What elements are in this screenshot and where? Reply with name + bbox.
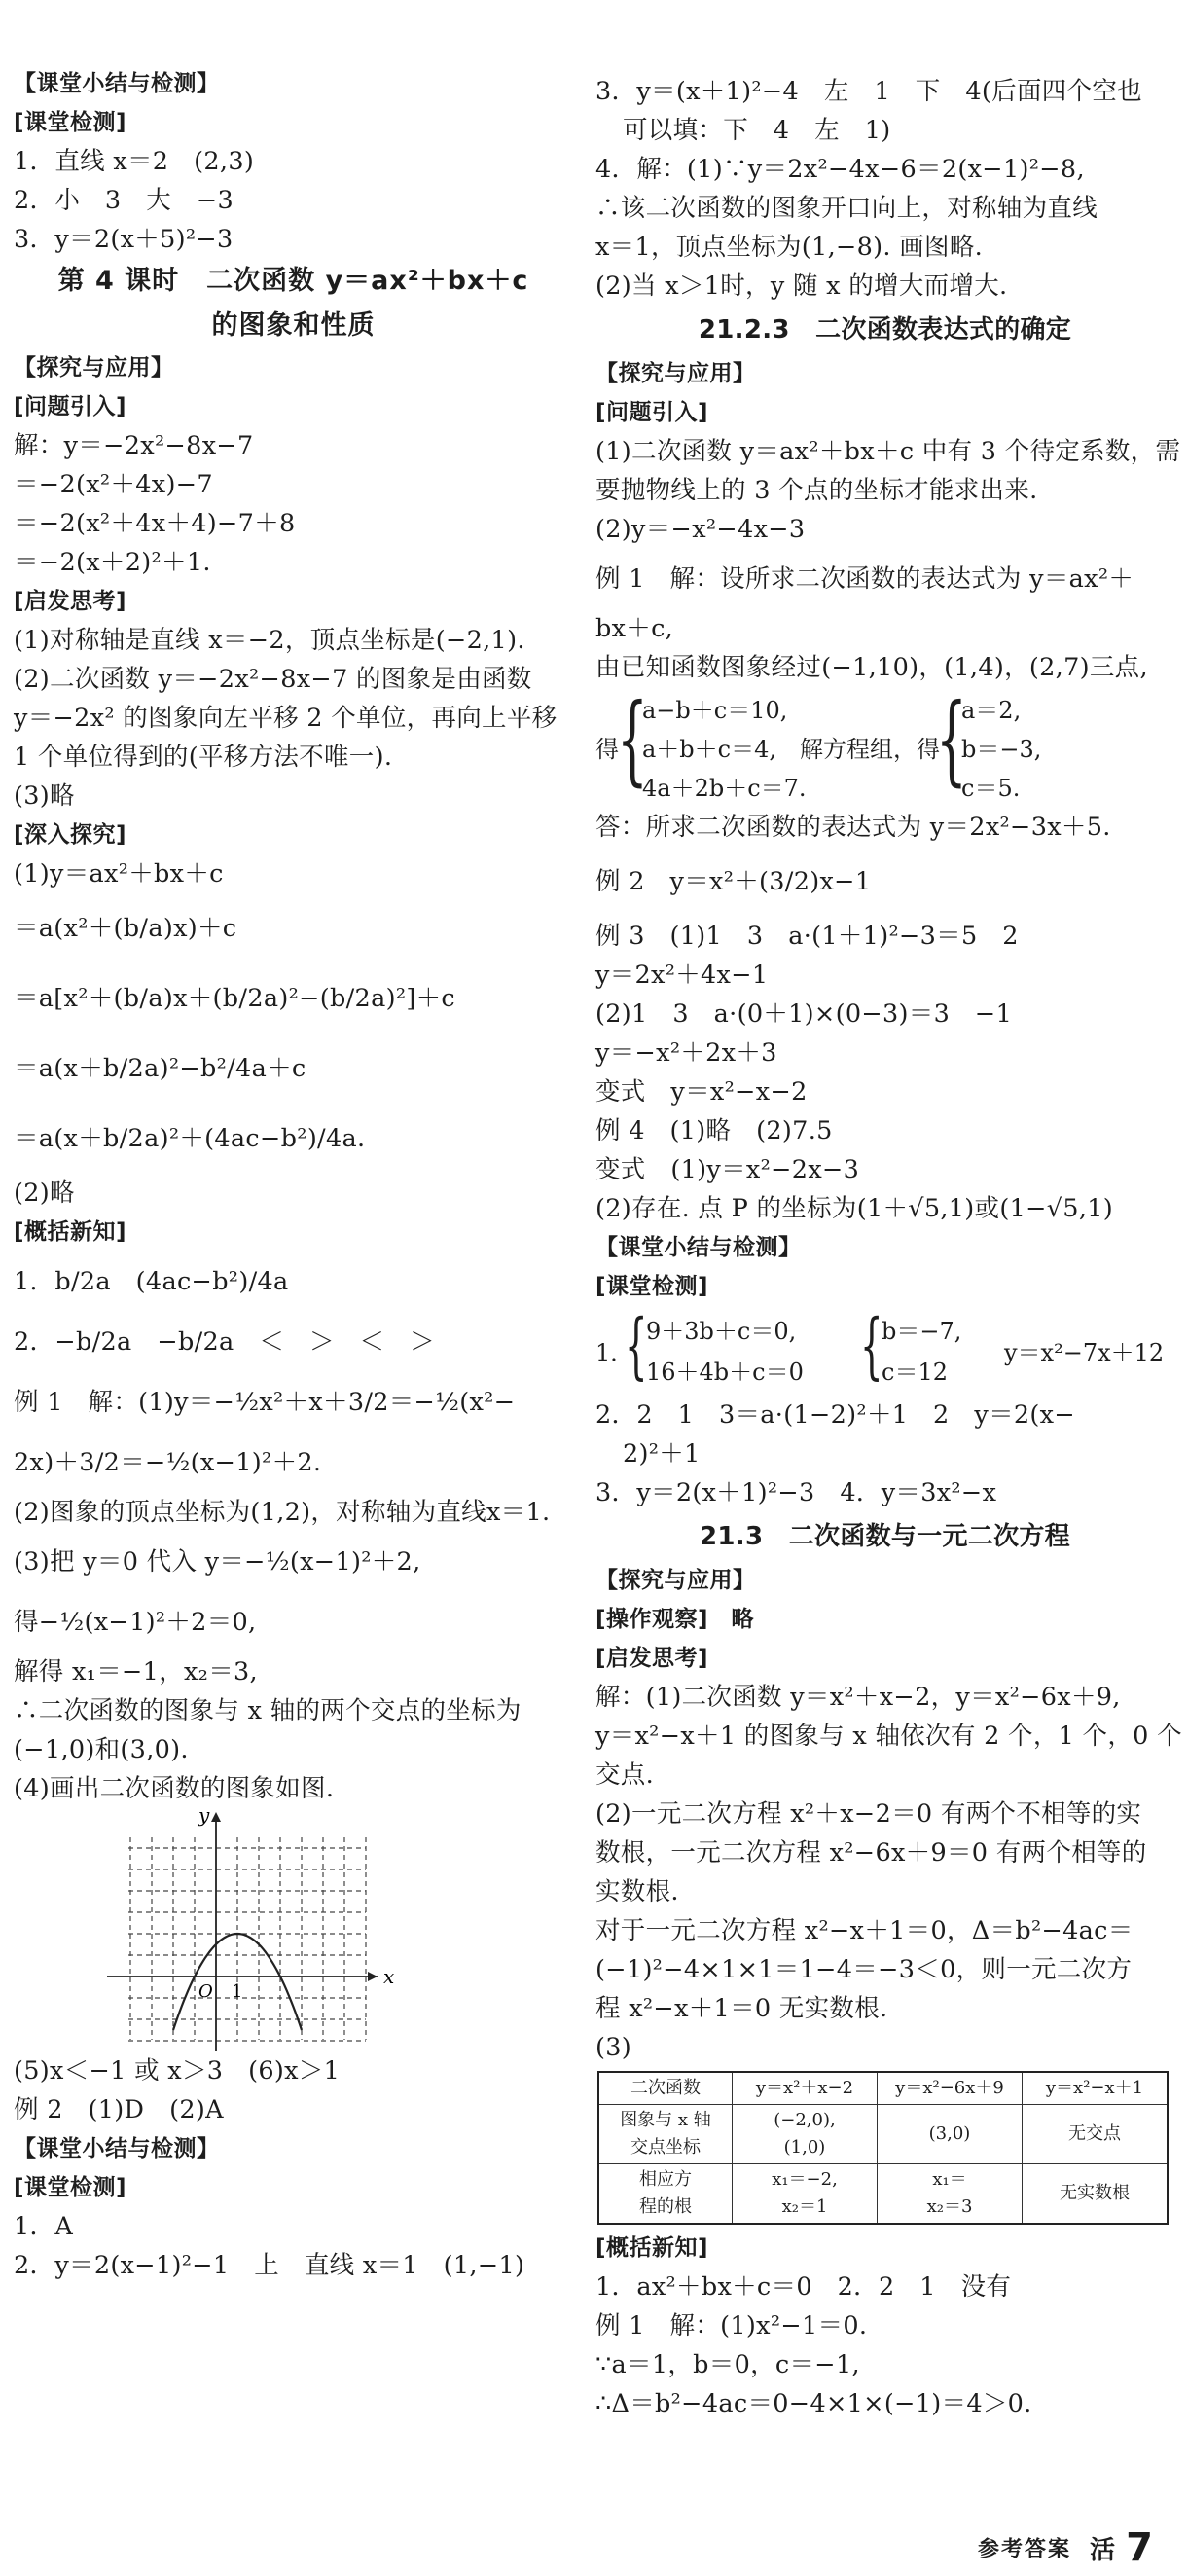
answer-line: 3．y＝2(x＋5)²−3 [14,225,234,254]
x-axis-arrow [368,1972,378,1981]
answer-line: 1 个单位得到的(平移方法不唯一). [14,743,393,772]
section-heading: 【课堂小结与检测】 [595,1235,802,1260]
answer-line: (3)略 [14,781,75,811]
answer-line: 3．y＝2(x＋1)²−3 4．y＝3x²−x [595,1478,997,1507]
answer-line: ＝−2(x＋2)²＋1. [14,548,211,577]
table-row [598,2105,1168,2164]
section-heading: 【课堂小结与检测】 [14,2136,220,2161]
answer-line: ∴该二次函数的图象开口向上，对称轴为直线 [595,194,1098,223]
subsection-heading: [课堂检测] [14,110,127,135]
table-cell: 二次函数 [598,2072,733,2105]
answer-line: 4．解：(1)∵y＝2x²−4x−6＝2(x−1)²−8, [595,155,1085,184]
solution-b: b＝−3, [961,736,1042,763]
subsection-heading: [问题引入] [595,400,709,425]
formula-line: 例 2 y＝x²＋(3/2)x−1 [595,867,872,896]
system-lead: 得 [595,736,619,763]
right-brace: { [860,1304,883,1388]
answer-line: 由已知函数图象经过(−1,10)，(1,4)，(2,7)三点, [595,653,1148,682]
check-result: y＝x²−7x＋12 [1004,1339,1165,1366]
right-column [595,72,1182,2423]
y-axis-arrow [211,1812,221,1822]
answer-line: 程 x²−x＋1＝0 无实数根. [595,1994,888,2023]
left-brace: { [617,682,648,796]
section-title: 21.2.3 二次函数表达式的确定 [698,315,1072,345]
left-column [14,64,573,2285]
check-system [595,1306,1174,1396]
answer-line: 例 2 (1)D (2)A [14,2095,224,2124]
graph-svg [107,1808,399,2051]
answer-line: (3) [595,2033,632,2062]
cell-line: 程的根 [639,2196,692,2217]
check-sol-2: c＝12 [882,1359,948,1386]
subsection-heading: [问题引入] [14,394,127,419]
answer-line: 解：(1)二次函数 y＝x²＋x−2，y＝x²−6x＋9, [595,1683,1121,1712]
answer-line: (1)二次函数 y＝ax²＋bx＋c 中有 3 个待定系数，需 [595,437,1181,466]
page-footer [978,2525,1153,2570]
answer-line: (−1)²−4×1×1＝1−4＝−3＜0，则一元二次方 [595,1955,1133,1984]
answer-line: 1．ax²＋bx＋c＝0 2．2 1 没有 [595,2272,1012,2302]
answer-line: 对于一元二次方程 x²−x＋1＝0，Δ＝b²−4ac＝ [595,1916,1134,1945]
summary-table [597,2071,1169,2225]
answer-line: 要抛物线上的 3 个点的坐标才能求出来. [595,476,1038,505]
cell-line: x₁＝−2, [772,2169,838,2190]
table-cell: 无交点 [1023,2105,1169,2164]
section-heading: 【探究与应用】 [14,355,174,381]
cell-line: x₂＝1 [781,2196,828,2217]
parabola-graph [14,1808,573,2051]
answer-line: (2)y＝−x²−4x−3 [595,515,806,544]
answer-line: 解：y＝−2x²−8x−7 [14,431,254,460]
section-heading: 【探究与应用】 [595,1568,756,1593]
solution-a: a＝2, [961,697,1022,724]
answer-line: 实数根. [595,1877,679,1906]
table-cell [598,2105,733,2164]
formula-line: 2x)＋3/2＝−½(x−1)²＋2. [14,1448,322,1477]
table-row [598,2072,1168,2105]
equation-1: a−b＋c＝10, [642,697,788,724]
formula-line: ＝a(x＋b/2a)²−b²/4a＋c [14,1054,306,1083]
answer-line: 1．直线 x＝2 (2,3) [14,147,255,176]
subsection-heading: [启发思考] [595,1646,709,1671]
answer-line: ＝−2(x²＋4x)−7 [14,470,213,499]
answer-line: 解得 x₁＝−1，x₂＝3, [14,1657,258,1687]
subsection-heading: [概括新知] [14,1219,127,1245]
table-cell: y＝x²＋x−2 [733,2072,878,2105]
lesson-title: 第 4 课时 二次函数 y＝ax²＋bx＋c [57,266,529,296]
answer-line: 例 1 解：设所求二次函数的表达式为 y＝ax²＋ [595,564,1134,594]
table-cell [733,2105,878,2164]
answer-line: ∵a＝1，b＝0，c＝−1, [595,2350,860,2379]
y-axis-label: y [198,1808,210,1827]
check-sol-1: b＝−7, [882,1318,962,1345]
check-eq-2: 16＋4b＋c＝0 [646,1359,804,1386]
table-cell: y＝x²−6x＋9 [878,2072,1023,2105]
table-cell [878,2164,1023,2225]
section-heading: 【探究与应用】 [595,361,756,386]
answer-line: ∴Δ＝b²−4ac＝0−4×1×(−1)＝4＞0. [595,2389,1032,2418]
answer-line: 例 1 解：(1)x²−1＝0. [595,2311,868,2340]
table-cell [733,2164,878,2225]
answer-line: 2．2 1 3＝a·(1−2)²＋1 2 y＝2(x− [595,1400,1076,1430]
formula-line: 例 1 解：(1)y＝−½x²＋x＋3/2＝−½(x²− [14,1388,516,1417]
x-axis-label: x [383,1965,395,1988]
cell-line: 交点坐标 [630,2137,701,2158]
equation-3: 4a＋2b＋c＝7. [642,775,807,802]
subsection-heading: [概括新知] [595,2235,709,2261]
answer-line: (2)当 x＞1时，y 随 x 的增大而增大. [595,272,1008,301]
cell-line: x₂＝3 [926,2196,973,2217]
formula-line: ＝a(x＋b/2a)²＋(4ac−b²)/4a. [14,1124,366,1153]
subsection-heading: [操作观察] 略 [595,1607,755,1632]
answer-line: (4)画出二次函数的图象如图. [14,1774,335,1803]
answer-line: 答：所求二次函数的表达式为 y＝2x²−3x＋5. [595,813,1111,842]
answer-line: 可以填：下 4 左 1) [623,116,891,145]
unit-label: 1 [232,1981,243,2002]
answer-line: 2)²＋1 [623,1439,701,1469]
formula-line: ＝a[x²＋(b/a)x＋(b/2a)²−(b/2a)²]＋c [14,984,455,1013]
answer-line: 例 3 (1)1 3 a·(1＋1)²−3＝5 2 [595,922,1019,951]
answer-line: 2．小 3 大 −3 [14,186,234,215]
formula-line: 2．−b/2a −b/2a ＜ ＞ ＜ ＞ [14,1327,435,1357]
answer-line: 例 4 (1)略 (2)7.5 [595,1116,833,1145]
check-number: 1． [595,1339,634,1366]
formula-line: 得−½(x−1)²＋2＝0, [14,1608,257,1637]
equation-2: a＋b＋c＝4, 解方程组，得 [642,736,941,763]
footer-caption: 参考答案 [977,2537,1071,2562]
solution-c: c＝5. [961,775,1021,802]
table-cell: (3,0) [878,2105,1023,2164]
origin-label: O [198,1981,213,2002]
answer-line: 数根，一元二次方程 x²−6x＋9＝0 有两个相等的 [595,1838,1147,1868]
left-brace: { [625,1304,648,1388]
page-number: 7 [1126,2525,1153,2570]
answer-line: (2)图象的顶点坐标为(1,2)，对称轴为直线x＝1. [14,1498,551,1527]
table-row [598,2164,1168,2225]
section-title: 21.3 二次函数与一元二次方程 [700,1522,1070,1551]
answer-line: 1．A [14,2212,74,2241]
answer-line: y＝−2x² 的图象向左平移 2 个单位，再向上平移 [14,704,558,733]
answer-line: 变式 (1)y＝x²−2x−3 [595,1155,860,1184]
cell-line: (−2,0), [774,2110,836,2130]
formula-line: (1)y＝ax²＋bx＋c [14,859,224,889]
formula-line: 1．b/2a (4ac−b²)/4a [14,1267,289,1296]
answer-line: 变式 y＝x²−x−2 [595,1077,808,1107]
answer-line: (2)二次函数 y＝−2x²−8x−7 的图象是由函数 [14,665,532,694]
check-eq-1: 9＋3b＋c＝0, [646,1318,797,1345]
subsection-heading: [启发思考] [14,589,127,614]
answer-line: y＝2x²＋4x−1 [595,961,769,990]
lesson-title-cont: 的图象和性质 [211,310,376,341]
formula-line: (3)把 y＝0 代入 y＝−½(x−1)²＋2, [14,1547,421,1577]
answer-line: 交点. [595,1760,655,1790]
subsection-heading: [课堂检测] [14,2175,127,2200]
answer-line: (−1,0)和(3,0). [14,1735,189,1764]
answer-line: 2．y＝2(x−1)²−1 上 直线 x＝1 (1,−1) [14,2251,525,2280]
answer-line: (1)对称轴是直线 x＝−2，顶点坐标是(−2,1). [14,626,525,655]
subsection-heading: [深入探究] [14,822,127,848]
section-heading: 【课堂小结与检测】 [14,71,220,96]
formula-line: ＝a(x²＋(b/a)x)＋c [14,914,237,943]
cell-line: 相应方 [639,2169,692,2190]
table-cell: y＝x²−x＋1 [1023,2072,1169,2105]
table-cell [598,2164,733,2225]
answer-line: 3．y＝(x＋1)²−4 左 1 下 4(后面四个空也 [595,77,1142,106]
equation-system [595,682,1174,808]
answer-line: (2)1 3 a·(0＋1)×(0−3)＝3 −1 [595,999,1013,1029]
cell-line: 图象与 x 轴 [620,2110,711,2130]
cell-line: x₁＝ [932,2169,967,2190]
answer-line: y＝x²−x＋1 的图象与 x 轴依次有 2 个，1 个，0 个 [595,1722,1182,1751]
answer-line: (2)存在. 点 P 的坐标为(1＋√5,1)或(1−√5,1) [595,1194,1114,1223]
answer-line: (2)略 [14,1179,75,1208]
cell-line: (1,0) [783,2137,826,2158]
footer-brand: 活 [1090,2535,1116,2565]
table-cell: 无实数根 [1023,2164,1169,2225]
answer-line: ＝−2(x²＋4x＋4)−7＋8 [14,509,296,538]
answer-line: (2)一元二次方程 x²＋x−2＝0 有两个不相等的实 [595,1799,1142,1829]
answer-line: (5)x＜−1 或 x＞3 (6)x＞1 [14,2056,341,2086]
subsection-heading: [课堂检测] [595,1274,709,1299]
answer-line: ∴二次函数的图象与 x 轴的两个交点的坐标为 [14,1696,522,1725]
answer-line: x＝1，顶点坐标为(1,−8). 画图略. [595,233,984,262]
answer-line: y＝−x²＋2x＋3 [595,1038,777,1068]
right-brace: { [936,682,967,796]
answer-line: bx＋c, [595,614,674,643]
